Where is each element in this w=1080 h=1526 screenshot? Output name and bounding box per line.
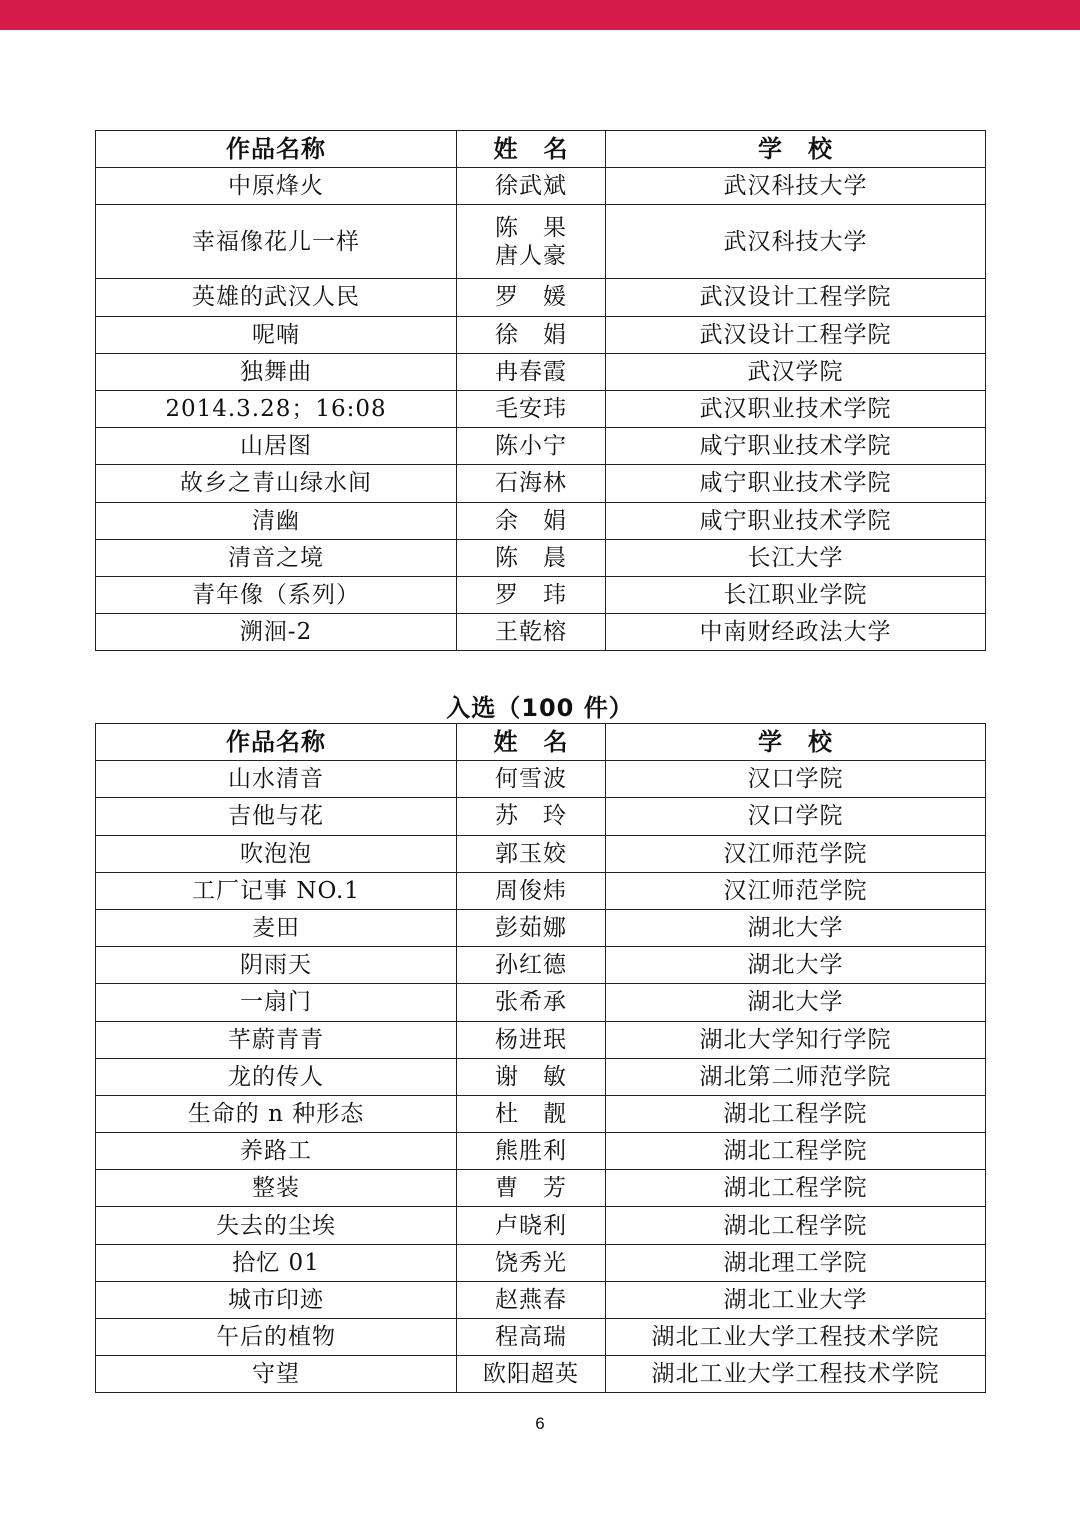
author-name: 卢晓利 (495, 1212, 567, 1239)
table-row (96, 835, 986, 872)
author-name: 赵燕春 (495, 1286, 567, 1313)
author-name-cell (457, 1058, 606, 1095)
school-cell: 咸宁职业技术学院 (606, 502, 986, 539)
table-row (96, 428, 986, 465)
table-row (96, 761, 986, 798)
section-heading: 入选（100 件） (446, 694, 634, 722)
work-title-cell: 整装 (96, 1170, 457, 1207)
award-table (95, 130, 986, 651)
author-name: 杜 靓 (495, 1100, 567, 1127)
school-cell: 汉江师范学院 (606, 835, 986, 872)
author-name: 唐人豪 (495, 242, 567, 269)
author-name-cell (457, 1244, 606, 1281)
work-title-cell: 青年像（系列） (96, 576, 457, 613)
author-name-cell (457, 1319, 606, 1356)
work-title-cell: 英雄的武汉人民 (96, 279, 457, 316)
work-title-cell: 故乡之青山绿水间 (96, 465, 457, 502)
table-row (96, 798, 986, 835)
author-name: 杨进珉 (495, 1026, 567, 1053)
author-name-cell (457, 428, 606, 465)
school-cell: 湖北工业大学工程技术学院 (606, 1319, 986, 1356)
column-header-title: 作品名称 (96, 724, 457, 761)
author-name: 陈小宁 (495, 433, 567, 460)
table-row (96, 205, 986, 279)
school-cell: 武汉学院 (606, 353, 986, 390)
author-name: 王乾榕 (495, 619, 567, 646)
school-cell: 武汉职业技术学院 (606, 390, 986, 427)
school-cell: 湖北工业大学 (606, 1281, 986, 1318)
school-cell: 汉口学院 (606, 798, 986, 835)
school-cell: 中南财经政法大学 (606, 614, 986, 651)
author-name: 罗 媛 (495, 284, 567, 311)
author-name-cell (457, 798, 606, 835)
author-name: 孙红德 (495, 952, 567, 979)
school-cell: 汉口学院 (606, 761, 986, 798)
column-header-school: 学 校 (606, 724, 986, 761)
table-row (96, 1319, 986, 1356)
work-title-cell: 生命的 n 种形态 (96, 1095, 457, 1132)
author-name-cell (457, 947, 606, 984)
author-name-cell (457, 1095, 606, 1132)
author-name-cell (457, 1170, 606, 1207)
author-name: 程高瑞 (495, 1324, 567, 1351)
table-row (96, 353, 986, 390)
table-row (96, 1133, 986, 1170)
work-title-cell: 幸福像花儿一样 (96, 205, 457, 279)
school-cell: 武汉设计工程学院 (606, 316, 986, 353)
author-name: 欧阳超英 (483, 1361, 579, 1388)
author-name-cell (457, 1207, 606, 1244)
author-name-cell (457, 761, 606, 798)
author-name: 郭玉姣 (495, 840, 567, 867)
column-header-school: 学 校 (606, 131, 986, 168)
table-header-row (96, 724, 986, 761)
work-title-cell: 阴雨天 (96, 947, 457, 984)
top-accent-bar (0, 0, 1080, 30)
author-name-cell (457, 909, 606, 946)
author-name-cell (457, 205, 606, 279)
author-name: 彭茹娜 (495, 915, 567, 942)
author-name-cell (457, 316, 606, 353)
author-name: 徐武斌 (495, 173, 567, 200)
table-row (96, 279, 986, 316)
author-name-cell (457, 539, 606, 576)
work-title-cell: 溯洄-2 (96, 614, 457, 651)
author-name-cell (457, 168, 606, 205)
school-cell: 武汉科技大学 (606, 205, 986, 279)
author-name-cell (457, 872, 606, 909)
author-name: 周俊炜 (495, 877, 567, 904)
work-title-cell: 守望 (96, 1356, 457, 1393)
author-name: 冉春霞 (495, 358, 567, 385)
school-cell: 湖北大学 (606, 947, 986, 984)
column-header-name: 姓 名 (457, 724, 606, 761)
table-row (96, 316, 986, 353)
page-number: 6 (535, 1414, 545, 1433)
table-row (96, 465, 986, 502)
table-row (96, 539, 986, 576)
table-row (96, 1281, 986, 1318)
work-title-cell: 麦田 (96, 909, 457, 946)
author-name: 张希承 (495, 989, 567, 1016)
author-name-cell (457, 279, 606, 316)
author-name-cell (457, 576, 606, 613)
school-cell: 武汉设计工程学院 (606, 279, 986, 316)
table-row (96, 984, 986, 1021)
author-name-cell (457, 353, 606, 390)
table-row (96, 947, 986, 984)
table-row (96, 1244, 986, 1281)
author-name: 毛安玮 (495, 396, 567, 423)
school-cell: 汉江师范学院 (606, 872, 986, 909)
author-name-cell (457, 835, 606, 872)
school-cell: 长江大学 (606, 539, 986, 576)
award-table-body (96, 168, 986, 651)
school-cell: 湖北工程学院 (606, 1095, 986, 1132)
work-title-cell: 吉他与花 (96, 798, 457, 835)
author-name-cell (457, 1021, 606, 1058)
author-name: 陈 果 (495, 214, 567, 241)
school-cell: 湖北大学 (606, 909, 986, 946)
author-name: 石海林 (495, 470, 567, 497)
author-name: 曹 芳 (495, 1175, 567, 1202)
author-name-cell (457, 614, 606, 651)
work-title-cell: 山居图 (96, 428, 457, 465)
work-title-cell: 2014.3.28；16:08 (96, 390, 457, 427)
school-cell: 咸宁职业技术学院 (606, 428, 986, 465)
table-row (96, 1058, 986, 1095)
author-name: 陈 晨 (495, 544, 567, 571)
author-name: 余 娟 (495, 507, 567, 534)
table-row (96, 1021, 986, 1058)
column-header-name: 姓 名 (457, 131, 606, 168)
table-row (96, 1170, 986, 1207)
table-row (96, 1095, 986, 1132)
selected-table-body (96, 761, 986, 1393)
table-row (96, 390, 986, 427)
author-name-cell (457, 502, 606, 539)
author-name: 饶秀光 (495, 1249, 567, 1276)
author-name-cell (457, 1356, 606, 1393)
work-title-cell: 芊蔚青青 (96, 1021, 457, 1058)
school-cell: 湖北大学知行学院 (606, 1021, 986, 1058)
work-title-cell: 工厂记事 NO.1 (96, 872, 457, 909)
author-name: 谢 敏 (495, 1063, 567, 1090)
work-title-cell: 清音之境 (96, 539, 457, 576)
author-name-cell (457, 1281, 606, 1318)
work-title-cell: 吹泡泡 (96, 835, 457, 872)
table-row (96, 502, 986, 539)
work-title-cell: 拾忆 01 (96, 1244, 457, 1281)
school-cell: 湖北工程学院 (606, 1207, 986, 1244)
work-title-cell: 养路工 (96, 1133, 457, 1170)
school-cell: 湖北第二师范学院 (606, 1058, 986, 1095)
work-title-cell: 失去的尘埃 (96, 1207, 457, 1244)
school-cell: 湖北理工学院 (606, 1244, 986, 1281)
author-name: 徐 娟 (495, 321, 567, 348)
school-cell: 湖北大学 (606, 984, 986, 1021)
school-cell: 武汉科技大学 (606, 168, 986, 205)
work-title-cell: 清幽 (96, 502, 457, 539)
work-title-cell: 城市印迹 (96, 1281, 457, 1318)
school-cell: 咸宁职业技术学院 (606, 465, 986, 502)
work-title-cell: 呢喃 (96, 316, 457, 353)
column-header-title: 作品名称 (96, 131, 457, 168)
author-name-cell (457, 984, 606, 1021)
work-title-cell: 午后的植物 (96, 1319, 457, 1356)
author-name: 苏 玲 (495, 803, 567, 830)
school-cell: 长江职业学院 (606, 576, 986, 613)
author-name: 何雪波 (495, 766, 567, 793)
author-name: 熊胜利 (495, 1138, 567, 1165)
work-title-cell: 一扇门 (96, 984, 457, 1021)
table-row (96, 614, 986, 651)
table-row (96, 168, 986, 205)
work-title-cell: 中原烽火 (96, 168, 457, 205)
table-row (96, 576, 986, 613)
school-cell: 湖北工业大学工程技术学院 (606, 1356, 986, 1393)
school-cell: 湖北工程学院 (606, 1170, 986, 1207)
table-row (96, 909, 986, 946)
author-name-cell (457, 1133, 606, 1170)
author-name-cell (457, 390, 606, 427)
selected-table (95, 723, 986, 1393)
work-title-cell: 独舞曲 (96, 353, 457, 390)
table-row (96, 1207, 986, 1244)
author-name: 罗 玮 (495, 581, 567, 608)
table-row (96, 1356, 986, 1393)
work-title-cell: 山水清音 (96, 761, 457, 798)
school-cell: 湖北工程学院 (606, 1133, 986, 1170)
table-row (96, 872, 986, 909)
work-title-cell: 龙的传人 (96, 1058, 457, 1095)
author-name-cell (457, 465, 606, 502)
table-header-row (96, 131, 986, 168)
